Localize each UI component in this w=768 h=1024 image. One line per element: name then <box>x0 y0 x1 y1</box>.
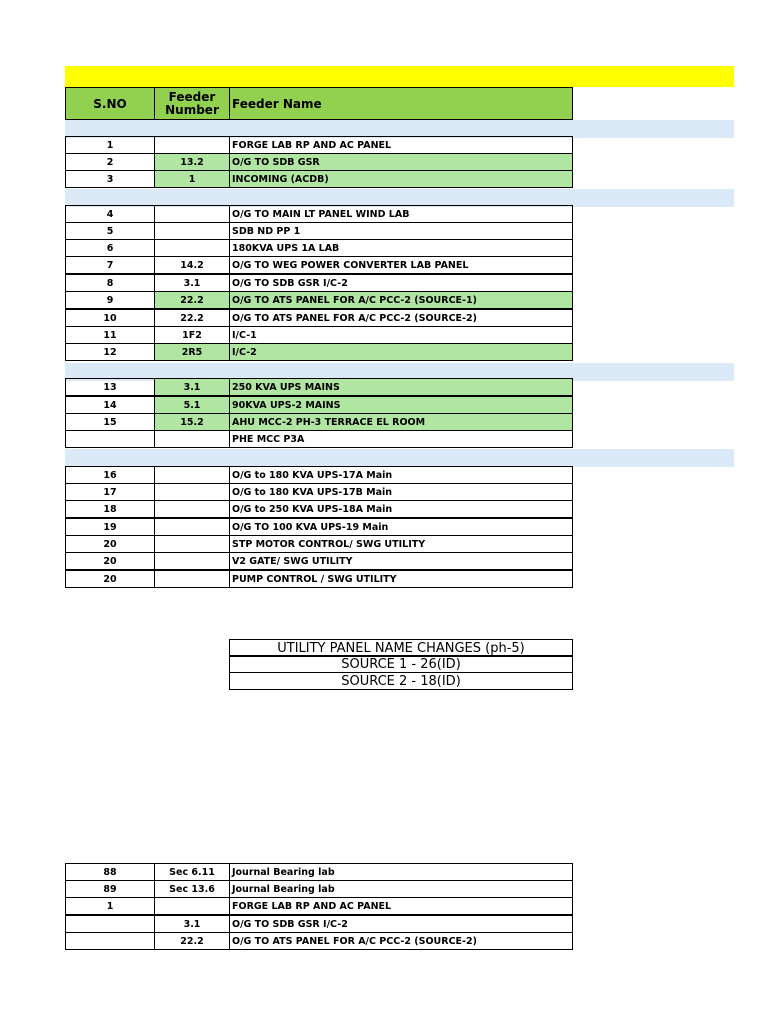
cell-feeder-number: 13.2 <box>154 153 230 171</box>
cell-feeder-name: STP MOTOR CONTROL/ SWG UTILITY <box>229 535 573 553</box>
cell-sno: 10 <box>65 309 155 327</box>
cell-feeder-number: 3.1 <box>154 274 230 292</box>
cell-feeder-name: AHU MCC-2 PH-3 TERRACE EL ROOM <box>229 413 573 431</box>
cell-feeder-name: O/G TO 100 KVA UPS-19 Main <box>229 518 573 536</box>
header-feeder-number: Feeder Number <box>154 87 230 120</box>
cell-feeder-number <box>154 552 230 570</box>
bottom-cell-feeder-name: FORGE LAB RP AND AC PANEL <box>229 897 573 915</box>
cell-feeder-name: 90KVA UPS-2 MAINS <box>229 396 573 414</box>
cell-sno: 19 <box>65 518 155 536</box>
cell-feeder-number <box>154 239 230 257</box>
cell-sno: 13 <box>65 378 155 396</box>
bottom-cell-feeder-number <box>154 897 230 915</box>
cell-feeder-name: SDB ND PP 1 <box>229 222 573 240</box>
cell-sno: 2 <box>65 153 155 171</box>
cell-sno: 17 <box>65 483 155 501</box>
cell-feeder-name: O/G TO WEG POWER CONVERTER LAB PANEL <box>229 256 573 274</box>
cell-feeder-name: FORGE LAB RP AND AC PANEL <box>229 136 573 154</box>
cell-sno: 14 <box>65 396 155 414</box>
cell-sno: 18 <box>65 500 155 518</box>
section-band-4 <box>65 449 734 467</box>
cell-sno: 6 <box>65 239 155 257</box>
cell-sno: 20 <box>65 535 155 553</box>
cell-sno: 7 <box>65 256 155 274</box>
cell-sno: 20 <box>65 552 155 570</box>
cell-feeder-name: O/G TO SDB GSR I/C-2 <box>229 274 573 292</box>
cell-feeder-number <box>154 500 230 518</box>
cell-feeder-number <box>154 535 230 553</box>
cell-feeder-number <box>154 136 230 154</box>
cell-feeder-name: INCOMING (ACDB) <box>229 170 573 188</box>
bottom-cell-feeder-number: Sec 13.6 <box>154 880 230 898</box>
bottom-cell-feeder-number: Sec 6.11 <box>154 863 230 881</box>
cell-feeder-number: 22.2 <box>154 291 230 309</box>
header-sno: S.NO <box>65 87 155 120</box>
cell-feeder-name: 250 KVA UPS MAINS <box>229 378 573 396</box>
cell-feeder-name: O/G TO SDB GSR <box>229 153 573 171</box>
bottom-cell-feeder-name: Journal Bearing lab <box>229 880 573 898</box>
cell-feeder-number: 5.1 <box>154 396 230 414</box>
bottom-cell-feeder-name: O/G TO ATS PANEL FOR A/C PCC-2 (SOURCE-2) <box>229 932 573 950</box>
cell-feeder-number: 2R5 <box>154 343 230 361</box>
cell-feeder-number <box>154 466 230 484</box>
cell-sno <box>65 430 155 448</box>
cell-sno: 1 <box>65 136 155 154</box>
cell-feeder-number: 22.2 <box>154 309 230 327</box>
cell-feeder-name: PHE MCC P3A <box>229 430 573 448</box>
cell-feeder-name: O/G to 250 KVA UPS-18A Main <box>229 500 573 518</box>
cell-feeder-name: PUMP CONTROL / SWG UTILITY <box>229 570 573 588</box>
cell-sno: 9 <box>65 291 155 309</box>
cell-sno: 11 <box>65 326 155 344</box>
bottom-cell-sno <box>65 932 155 950</box>
cell-feeder-name: O/G TO ATS PANEL FOR A/C PCC-2 (SOURCE-2) <box>229 309 573 327</box>
cell-sno: 12 <box>65 343 155 361</box>
cell-feeder-name: I/C-1 <box>229 326 573 344</box>
title-band <box>65 66 734 87</box>
bottom-cell-sno: 1 <box>65 897 155 915</box>
bottom-cell-feeder-number: 3.1 <box>154 915 230 933</box>
cell-feeder-number <box>154 518 230 536</box>
cell-sno: 20 <box>65 570 155 588</box>
bottom-cell-feeder-number: 22.2 <box>154 932 230 950</box>
cell-sno: 8 <box>65 274 155 292</box>
bottom-cell-sno <box>65 915 155 933</box>
utility-box-title: UTILITY PANEL NAME CHANGES (ph-5) <box>229 639 573 657</box>
header-feeder-name: Feeder Name <box>229 87 573 120</box>
cell-feeder-name: 180KVA UPS 1A LAB <box>229 239 573 257</box>
cell-feeder-number <box>154 483 230 501</box>
utility-box-source-2: SOURCE 2 - 18(ID) <box>229 672 573 690</box>
cell-feeder-name: O/G to 180 KVA UPS-17A Main <box>229 466 573 484</box>
cell-sno: 16 <box>65 466 155 484</box>
bottom-cell-sno: 88 <box>65 863 155 881</box>
cell-feeder-number <box>154 222 230 240</box>
cell-feeder-number: 15.2 <box>154 413 230 431</box>
bottom-cell-sno: 89 <box>65 880 155 898</box>
cell-feeder-number: 14.2 <box>154 256 230 274</box>
cell-sno: 3 <box>65 170 155 188</box>
cell-sno: 15 <box>65 413 155 431</box>
cell-feeder-name: V2 GATE/ SWG UTILITY <box>229 552 573 570</box>
cell-feeder-name: O/G to 180 KVA UPS-17B Main <box>229 483 573 501</box>
cell-feeder-number <box>154 570 230 588</box>
bottom-cell-feeder-name: Journal Bearing lab <box>229 863 573 881</box>
cell-feeder-number <box>154 205 230 223</box>
cell-sno: 4 <box>65 205 155 223</box>
cell-feeder-number: 1F2 <box>154 326 230 344</box>
bottom-cell-feeder-name: O/G TO SDB GSR I/C-2 <box>229 915 573 933</box>
cell-feeder-name: I/C-2 <box>229 343 573 361</box>
cell-feeder-number: 1 <box>154 170 230 188</box>
cell-feeder-name: O/G TO MAIN LT PANEL WIND LAB <box>229 205 573 223</box>
cell-sno: 5 <box>65 222 155 240</box>
cell-feeder-number <box>154 430 230 448</box>
cell-feeder-number: 3.1 <box>154 378 230 396</box>
utility-box-source-1: SOURCE 1 - 26(ID) <box>229 655 573 673</box>
cell-feeder-name: O/G TO ATS PANEL FOR A/C PCC-2 (SOURCE-1) <box>229 291 573 309</box>
